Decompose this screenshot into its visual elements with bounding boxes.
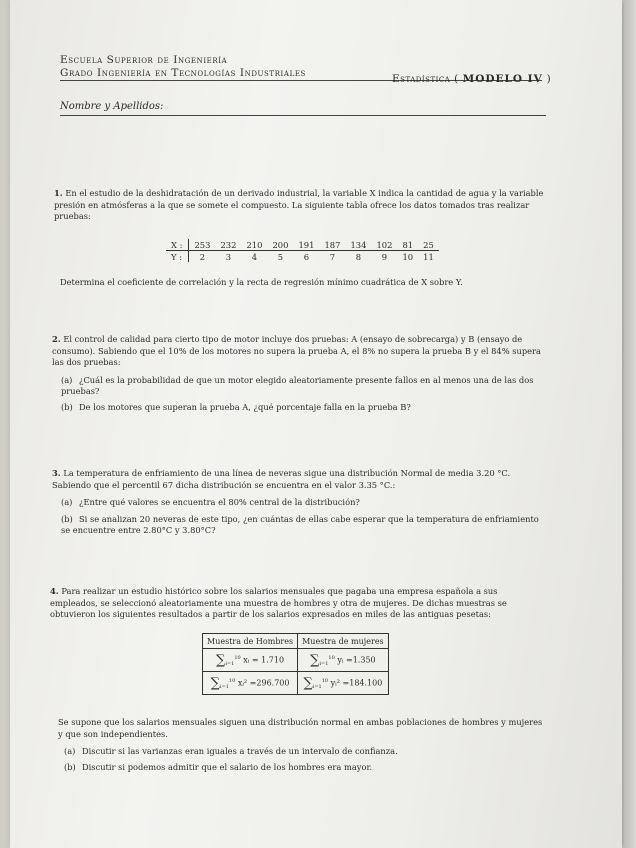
question-text: Para realizar un estudio histórico sobre los salarios mensuales que pagaba una empresa española a sus empleados, se seleccionó aleatoriamente una muestra de hombres y otra de mujeres. De dichas muestras se obtuvieron los siguientes resultados a partir de los salarios expresados en miles de las antiguas pesetas:	[50, 586, 507, 619]
table-cell: 6	[303, 251, 310, 262]
question-2a	[52, 375, 544, 398]
sum-lower: i=1	[225, 660, 235, 667]
question-text: La temperatura de enfriamiento de una línea de neveras sigue una distribución Normal de media 3.20 °C. Sabiendo que el percentil 67 dicha distribución se encuentra en el valor 3.35 °C.:	[52, 468, 511, 490]
table-row	[166, 251, 439, 263]
sum-value: xᵢ = 1.710	[243, 655, 285, 664]
item-text: Discutir si podemos admitir que el salario de los hombres era mayor.	[82, 761, 373, 772]
table-cell: 210	[241, 239, 267, 251]
question-text: En el estudio de la deshidratación de un derivado industrial, la variable X indica la cantidad de agua y la variable presión en atmósferas a la que se somete el compuesto. La siguiente tabla ofrece los datos tomados tras realizar pruebas:	[54, 188, 544, 221]
table-row	[166, 239, 439, 251]
table-cell: 200	[267, 239, 293, 251]
table-cell: 3	[225, 251, 232, 262]
question-3b	[52, 514, 544, 537]
school-name: Escuela Superior de Ingeniería	[60, 54, 228, 66]
table-cell: 25	[418, 239, 439, 251]
question-1-closing: Determina el coeficiente de correlación y la recta de regresión mínimo cuadrática de X sobre Y.	[60, 277, 463, 287]
item-label: (b)	[61, 513, 73, 524]
column-header: Muestra de Hombres	[203, 634, 298, 649]
name-field-label: Nombre y Apellidos:	[60, 101, 164, 112]
data-table	[166, 239, 439, 262]
table-cell: 4	[251, 251, 258, 262]
question-number: 3.	[52, 468, 61, 478]
page-edge	[624, 0, 636, 848]
table-cell	[203, 672, 298, 695]
table-cell: 7	[329, 251, 336, 262]
model-close: )	[546, 73, 552, 85]
header-right	[392, 73, 551, 85]
sigma-symbol: ∑	[303, 675, 313, 691]
sum-upper: 10	[234, 654, 241, 661]
question-2b	[52, 402, 544, 414]
sample-table	[202, 633, 389, 695]
table-row	[203, 649, 389, 672]
table-row	[203, 672, 389, 695]
question-3	[52, 468, 544, 537]
question-number: 4.	[50, 586, 59, 596]
table-cell	[203, 649, 298, 672]
y-label: Y :	[166, 251, 189, 263]
item-text: Si se analizan 20 neveras de este tipo, ¿en cuántas de ellas cabe esperar que la temperatura de enfriamiento se encuentre entre 2.80°C y 3.80°C?	[61, 513, 539, 535]
item-text: Discutir si las varianzas eran iguales a través de un intervalo de confianza.	[82, 746, 398, 756]
table-cell: 134	[345, 239, 371, 251]
item-text: ¿Entre qué valores se encuentra el 80% central de la distribución?	[79, 497, 360, 507]
sum-lower: i=1	[312, 683, 322, 690]
item-label: (a)	[61, 374, 73, 385]
question-number: 2.	[52, 334, 61, 344]
table-cell: 191	[293, 239, 319, 251]
name-field-line	[60, 115, 546, 116]
sum-upper: 10	[228, 677, 236, 684]
question-text: El control de calidad para cierto tipo de motor incluye dos pruebas: A (ensayo de sobrecarga) y B (ensayo de consumo). Sabiendo que el 10% de los motores no supera la prueba A, el 8% no supera la prueba B y el 84% supera las dos pruebas:	[52, 334, 541, 367]
header-left	[60, 54, 306, 80]
item-label: (b)	[61, 401, 73, 412]
column-header: Muestra de mujeres	[298, 634, 389, 649]
question-3a	[52, 497, 544, 509]
subject-name: Estadística (	[392, 73, 459, 85]
table-cell: 187	[319, 239, 345, 251]
x-label: X :	[166, 239, 189, 251]
table-cell: 102	[371, 239, 397, 251]
item-label: (a)	[64, 746, 76, 756]
table-cell: 232	[215, 239, 241, 251]
table-cell: 9	[381, 251, 388, 262]
question-4a	[58, 746, 544, 758]
assumption-text: Se supone que los salarios mensuales siguen una distribución normal en ambas poblaciones de hombres y mujeres y que son independientes.	[58, 717, 543, 739]
sigma-symbol: ∑	[310, 652, 320, 668]
table-cell	[298, 649, 389, 672]
sum-lower: i=1	[219, 683, 229, 690]
question-2	[52, 334, 544, 413]
table-row	[203, 634, 389, 649]
sum-value: xᵢ² =296.700	[237, 678, 290, 687]
table-cell: 10	[402, 251, 414, 262]
sum-value: yᵢ =1.350	[337, 655, 376, 664]
question-4b	[58, 762, 544, 774]
item-text: De los motores que superan la prueba A, ¿qué porcentaje falla en la prueba B?	[79, 401, 411, 412]
item-text: ¿Cuál es la probabilidad de que un motor elegido aleatoriamente presente fallos en al menos una de las dos pruebas?	[61, 374, 534, 396]
table-cell: 5	[277, 251, 284, 262]
sum-upper: 10	[328, 654, 335, 661]
question-4	[50, 586, 544, 621]
question-1	[54, 188, 544, 223]
table-cell: 81	[397, 239, 418, 251]
sum-upper: 10	[321, 677, 329, 684]
table-cell	[298, 672, 389, 695]
sum-lower: i=1	[319, 660, 329, 667]
table-cell: 8	[355, 251, 362, 262]
model-label: MODELO IV	[462, 73, 543, 85]
degree-name: Grado Ingeniería en Tecnologías Industriales	[60, 67, 306, 79]
question-number: 1.	[54, 188, 63, 198]
table-cell: 11	[423, 251, 434, 262]
item-label: (b)	[64, 761, 76, 772]
sigma-symbol: ∑	[216, 652, 226, 668]
table-cell: 253	[189, 239, 216, 251]
item-label: (a)	[61, 497, 73, 507]
sigma-symbol: ∑	[210, 675, 220, 691]
sum-value: yᵢ² =184.100	[330, 678, 383, 687]
question-4-continuation	[58, 717, 544, 773]
table-cell: 2	[199, 251, 206, 262]
